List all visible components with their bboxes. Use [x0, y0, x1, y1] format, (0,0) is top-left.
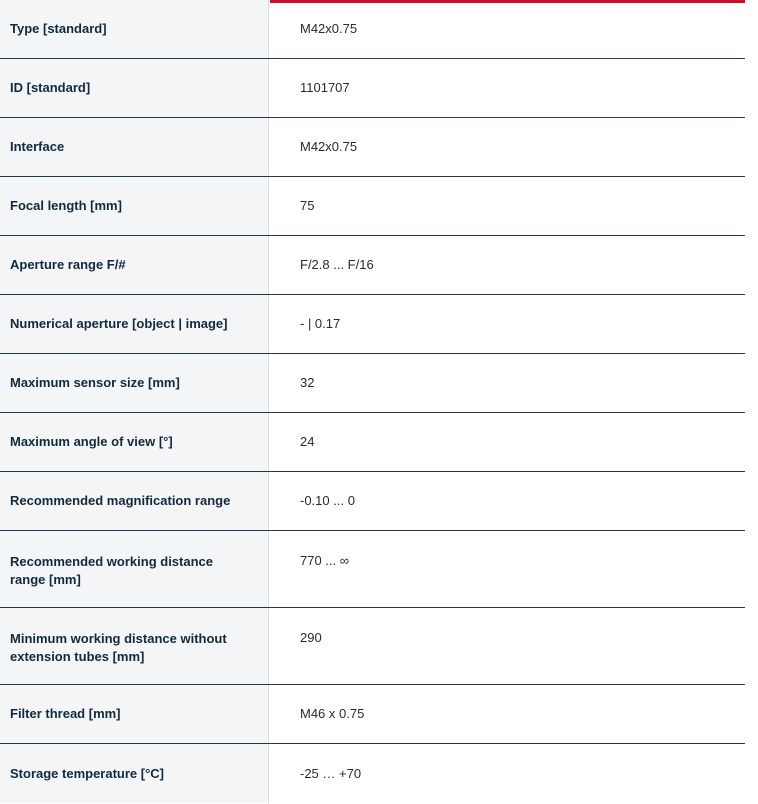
spec-label-cell	[0, 744, 269, 803]
spec-label: Interface	[10, 139, 65, 154]
spec-label-cell	[0, 413, 269, 471]
spec-value: 32	[300, 375, 315, 390]
spec-value: 75	[300, 198, 315, 213]
spec-value: 24	[300, 434, 315, 449]
table-row	[0, 608, 745, 685]
spec-label-cell	[0, 0, 269, 58]
spec-value-cell	[269, 531, 745, 607]
spec-label: Type [standard]	[10, 21, 107, 36]
spec-label: Focal length [mm]	[10, 198, 122, 213]
spec-value-cell	[269, 295, 745, 353]
spec-value: 770 ... ∞	[300, 553, 350, 568]
spec-value-cell	[269, 59, 745, 117]
spec-value-cell	[269, 354, 745, 412]
spec-label: Minimum working distance without extension tubes [mm]	[10, 631, 227, 664]
table-row	[0, 0, 745, 59]
spec-value: 1101707	[300, 80, 350, 95]
spec-label-cell	[0, 295, 269, 353]
spec-value-cell	[269, 685, 745, 743]
spec-value-cell	[269, 413, 745, 471]
spec-label-cell	[0, 472, 269, 530]
spec-value: F/2.8 ... F/16	[300, 257, 374, 272]
table-row	[0, 59, 745, 118]
spec-value-cell	[269, 608, 745, 684]
spec-label: Maximum sensor size [mm]	[10, 375, 180, 390]
spec-value-cell	[269, 472, 745, 530]
spec-value-cell	[269, 744, 745, 803]
spec-value: -0.10 ... 0	[300, 493, 355, 508]
table-row	[0, 685, 745, 744]
spec-label-cell	[0, 608, 269, 684]
table-row	[0, 413, 745, 472]
accent-bar	[270, 0, 745, 3]
spec-label: ID [standard]	[10, 80, 91, 95]
spec-value: -25 … +70	[300, 765, 362, 781]
table-row	[0, 236, 745, 295]
spec-label-cell	[0, 118, 269, 176]
table-row	[0, 295, 745, 354]
spec-label-cell	[0, 59, 269, 117]
spec-label-cell	[0, 685, 269, 743]
spec-label: Storage temperature [°C]	[10, 765, 165, 781]
spec-value-cell	[269, 236, 745, 294]
spec-label-cell	[0, 531, 269, 607]
spec-value: 290	[300, 630, 322, 645]
table-row	[0, 354, 745, 413]
table-row	[0, 744, 745, 803]
spec-label-cell	[0, 177, 269, 235]
spec-label: Numerical aperture [object | image]	[10, 316, 228, 331]
table-row	[0, 118, 745, 177]
spec-value: - | 0.17	[300, 316, 341, 331]
spec-value-cell	[269, 177, 745, 235]
spec-label-cell	[0, 236, 269, 294]
spec-label: Recommended magnification range	[10, 493, 231, 508]
spec-value: M42x0.75	[300, 21, 358, 36]
spec-value-cell	[269, 0, 745, 58]
spec-label-cell	[0, 354, 269, 412]
table-row	[0, 531, 745, 608]
spec-label: Aperture range F/#	[10, 257, 126, 272]
spec-value: M46 x 0.75	[300, 706, 365, 721]
spec-value: M42x0.75	[300, 139, 358, 154]
table-row	[0, 177, 745, 236]
spec-value-cell	[269, 118, 745, 176]
spec-label: Maximum angle of view [°]	[10, 434, 173, 449]
spec-label: Recommended working distance range [mm]	[10, 554, 213, 587]
table-row	[0, 472, 745, 531]
spec-label: Filter thread [mm]	[10, 706, 121, 721]
